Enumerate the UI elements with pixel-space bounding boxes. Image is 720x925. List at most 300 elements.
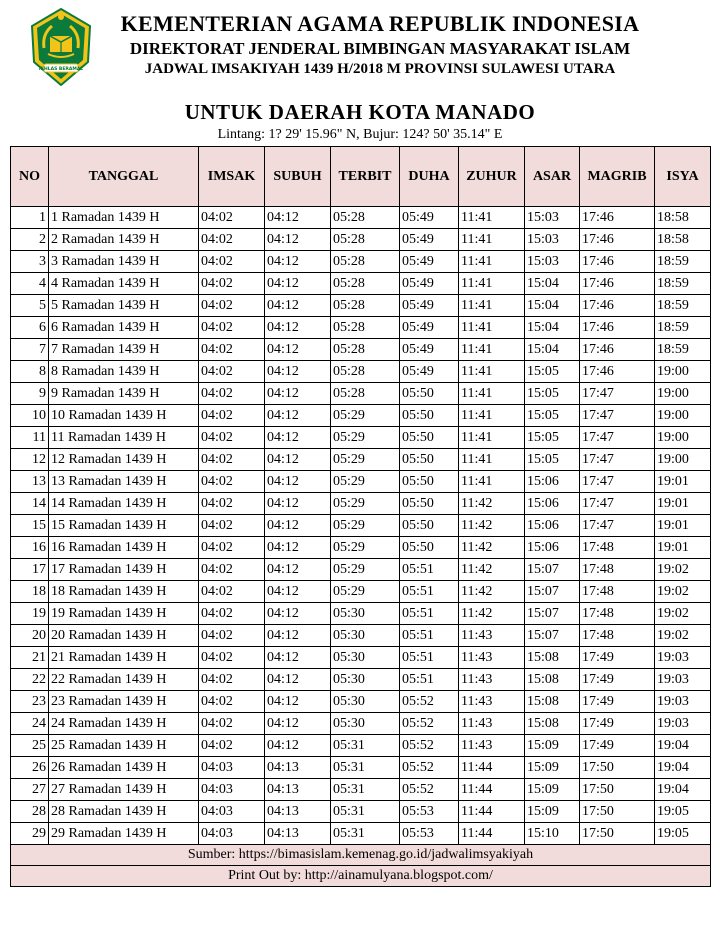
cell-duha: 05:52 xyxy=(400,779,459,801)
cell-asar: 15:03 xyxy=(525,229,580,251)
cell-no: 11 xyxy=(11,427,49,449)
cell-imsak: 04:03 xyxy=(199,757,265,779)
source-row xyxy=(11,845,711,866)
cell-duha: 05:51 xyxy=(400,603,459,625)
cell-isya: 18:59 xyxy=(655,273,711,295)
cell-zuhur: 11:41 xyxy=(459,383,525,405)
cell-subuh: 04:12 xyxy=(265,515,331,537)
cell-asar: 15:05 xyxy=(525,405,580,427)
cell-zuhur: 11:41 xyxy=(459,449,525,471)
cell-duha: 05:49 xyxy=(400,273,459,295)
cell-zuhur: 11:41 xyxy=(459,229,525,251)
cell-no: 23 xyxy=(11,691,49,713)
cell-tanggal: 12 Ramadan 1439 H xyxy=(49,449,199,471)
cell-duha: 05:52 xyxy=(400,691,459,713)
table-row xyxy=(11,339,711,361)
cell-tanggal: 14 Ramadan 1439 H xyxy=(49,493,199,515)
cell-asar: 15:06 xyxy=(525,493,580,515)
table-row xyxy=(11,207,711,229)
cell-isya: 19:01 xyxy=(655,471,711,493)
cell-subuh: 04:12 xyxy=(265,559,331,581)
cell-asar: 15:08 xyxy=(525,691,580,713)
cell-no: 26 xyxy=(11,757,49,779)
cell-magrib: 17:46 xyxy=(580,251,655,273)
cell-terbit: 05:28 xyxy=(331,339,400,361)
cell-isya: 18:59 xyxy=(655,251,711,273)
cell-zuhur: 11:43 xyxy=(459,625,525,647)
cell-duha: 05:49 xyxy=(400,207,459,229)
cell-subuh: 04:13 xyxy=(265,779,331,801)
cell-isya: 19:04 xyxy=(655,735,711,757)
cell-no: 3 xyxy=(11,251,49,273)
table-row xyxy=(11,647,711,669)
table-row xyxy=(11,449,711,471)
table-row xyxy=(11,295,711,317)
cell-duha: 05:50 xyxy=(400,515,459,537)
cell-tanggal: 9 Ramadan 1439 H xyxy=(49,383,199,405)
cell-terbit: 05:29 xyxy=(331,537,400,559)
cell-magrib: 17:49 xyxy=(580,713,655,735)
table-row xyxy=(11,383,711,405)
column-header-magrib: MAGRIB xyxy=(580,147,655,207)
cell-zuhur: 11:42 xyxy=(459,581,525,603)
source-note: Sumber: https://bimasislam.kemenag.go.id/jadwalimsyakiyah xyxy=(11,845,711,866)
cell-imsak: 04:03 xyxy=(199,823,265,845)
cell-asar: 15:08 xyxy=(525,647,580,669)
cell-duha: 05:50 xyxy=(400,493,459,515)
cell-no: 5 xyxy=(11,295,49,317)
cell-isya: 19:00 xyxy=(655,383,711,405)
cell-zuhur: 11:44 xyxy=(459,779,525,801)
cell-subuh: 04:12 xyxy=(265,251,331,273)
printout-note: Print Out by: http://ainamulyana.blogspot.com/ xyxy=(11,866,711,887)
cell-imsak: 04:02 xyxy=(199,647,265,669)
cell-tanggal: 16 Ramadan 1439 H xyxy=(49,537,199,559)
cell-duha: 05:50 xyxy=(400,537,459,559)
cell-isya: 19:03 xyxy=(655,713,711,735)
cell-terbit: 05:29 xyxy=(331,449,400,471)
cell-subuh: 04:13 xyxy=(265,823,331,845)
cell-isya: 18:59 xyxy=(655,317,711,339)
cell-isya: 19:04 xyxy=(655,779,711,801)
cell-terbit: 05:31 xyxy=(331,757,400,779)
cell-tanggal: 8 Ramadan 1439 H xyxy=(49,361,199,383)
region-coordinates: Lintang: 1? 29' 15.96" N, Bujur: 124? 50' 35.14" E xyxy=(217,127,503,142)
cell-no: 18 xyxy=(11,581,49,603)
cell-zuhur: 11:43 xyxy=(459,669,525,691)
imsakiyah-table xyxy=(10,146,711,887)
cell-imsak: 04:02 xyxy=(199,735,265,757)
cell-tanggal: 13 Ramadan 1439 H xyxy=(49,471,199,493)
cell-terbit: 05:29 xyxy=(331,471,400,493)
table-row xyxy=(11,625,711,647)
cell-duha: 05:51 xyxy=(400,647,459,669)
cell-duha: 05:51 xyxy=(400,559,459,581)
cell-no: 20 xyxy=(11,625,49,647)
cell-asar: 15:04 xyxy=(525,295,580,317)
cell-subuh: 04:12 xyxy=(265,691,331,713)
cell-terbit: 05:29 xyxy=(331,493,400,515)
logo-motto: IKHLAS BERAMAL xyxy=(38,67,84,72)
cell-duha: 05:50 xyxy=(400,427,459,449)
cell-asar: 15:09 xyxy=(525,735,580,757)
cell-imsak: 04:02 xyxy=(199,273,265,295)
cell-magrib: 17:50 xyxy=(580,779,655,801)
table-row xyxy=(11,405,711,427)
cell-zuhur: 11:43 xyxy=(459,647,525,669)
cell-subuh: 04:12 xyxy=(265,273,331,295)
cell-isya: 19:00 xyxy=(655,361,711,383)
cell-tanggal: 4 Ramadan 1439 H xyxy=(49,273,199,295)
cell-imsak: 04:02 xyxy=(199,339,265,361)
cell-subuh: 04:12 xyxy=(265,207,331,229)
cell-asar: 15:05 xyxy=(525,361,580,383)
cell-duha: 05:50 xyxy=(400,405,459,427)
cell-asar: 15:06 xyxy=(525,471,580,493)
cell-terbit: 05:30 xyxy=(331,603,400,625)
table-row xyxy=(11,559,711,581)
cell-imsak: 04:02 xyxy=(199,295,265,317)
cell-magrib: 17:49 xyxy=(580,647,655,669)
cell-tanggal: 3 Ramadan 1439 H xyxy=(49,251,199,273)
cell-duha: 05:51 xyxy=(400,669,459,691)
cell-subuh: 04:12 xyxy=(265,603,331,625)
cell-duha: 05:51 xyxy=(400,625,459,647)
cell-zuhur: 11:44 xyxy=(459,801,525,823)
cell-magrib: 17:46 xyxy=(580,273,655,295)
cell-tanggal: 18 Ramadan 1439 H xyxy=(49,581,199,603)
cell-subuh: 04:12 xyxy=(265,537,331,559)
cell-duha: 05:49 xyxy=(400,295,459,317)
cell-terbit: 05:30 xyxy=(331,669,400,691)
table-row xyxy=(11,757,711,779)
cell-asar: 15:05 xyxy=(525,449,580,471)
cell-duha: 05:52 xyxy=(400,735,459,757)
cell-imsak: 04:02 xyxy=(199,603,265,625)
table-row xyxy=(11,603,711,625)
cell-magrib: 17:46 xyxy=(580,361,655,383)
cell-isya: 19:04 xyxy=(655,757,711,779)
table-row xyxy=(11,251,711,273)
cell-imsak: 04:02 xyxy=(199,471,265,493)
cell-imsak: 04:02 xyxy=(199,625,265,647)
cell-isya: 19:02 xyxy=(655,625,711,647)
cell-no: 14 xyxy=(11,493,49,515)
cell-asar: 15:04 xyxy=(525,317,580,339)
cell-duha: 05:49 xyxy=(400,339,459,361)
cell-no: 25 xyxy=(11,735,49,757)
cell-zuhur: 11:43 xyxy=(459,735,525,757)
cell-terbit: 05:28 xyxy=(331,229,400,251)
cell-tanggal: 23 Ramadan 1439 H xyxy=(49,691,199,713)
directorate-title: DIREKTORAT JENDERAL BIMBINGAN MASYARAKAT ISLAM xyxy=(129,39,631,58)
cell-magrib: 17:46 xyxy=(580,317,655,339)
cell-subuh: 04:13 xyxy=(265,757,331,779)
cell-asar: 15:06 xyxy=(525,537,580,559)
cell-tanggal: 19 Ramadan 1439 H xyxy=(49,603,199,625)
cell-zuhur: 11:41 xyxy=(459,207,525,229)
cell-terbit: 05:31 xyxy=(331,735,400,757)
cell-tanggal: 24 Ramadan 1439 H xyxy=(49,713,199,735)
cell-subuh: 04:12 xyxy=(265,295,331,317)
cell-imsak: 04:02 xyxy=(199,427,265,449)
cell-duha: 05:52 xyxy=(400,757,459,779)
cell-magrib: 17:47 xyxy=(580,405,655,427)
cell-zuhur: 11:42 xyxy=(459,493,525,515)
cell-no: 15 xyxy=(11,515,49,537)
cell-asar: 15:03 xyxy=(525,251,580,273)
cell-zuhur: 11:42 xyxy=(459,603,525,625)
cell-zuhur: 11:41 xyxy=(459,361,525,383)
cell-magrib: 17:47 xyxy=(580,383,655,405)
cell-zuhur: 11:43 xyxy=(459,713,525,735)
table-row xyxy=(11,493,711,515)
cell-terbit: 05:31 xyxy=(331,823,400,845)
cell-tanggal: 22 Ramadan 1439 H xyxy=(49,669,199,691)
table-row xyxy=(11,229,711,251)
cell-zuhur: 11:41 xyxy=(459,273,525,295)
cell-imsak: 04:02 xyxy=(199,691,265,713)
document-header xyxy=(0,0,720,90)
cell-terbit: 05:28 xyxy=(331,251,400,273)
cell-terbit: 05:28 xyxy=(331,273,400,295)
cell-imsak: 04:02 xyxy=(199,229,265,251)
cell-magrib: 17:46 xyxy=(580,339,655,361)
cell-tanggal: 11 Ramadan 1439 H xyxy=(49,427,199,449)
table-row xyxy=(11,691,711,713)
cell-isya: 19:01 xyxy=(655,515,711,537)
cell-no: 27 xyxy=(11,779,49,801)
cell-isya: 19:05 xyxy=(655,823,711,845)
cell-isya: 19:00 xyxy=(655,449,711,471)
cell-no: 16 xyxy=(11,537,49,559)
cell-isya: 19:02 xyxy=(655,603,711,625)
cell-terbit: 05:28 xyxy=(331,361,400,383)
table-row xyxy=(11,713,711,735)
column-header-terbit: TERBIT xyxy=(331,147,400,207)
table-row xyxy=(11,471,711,493)
cell-terbit: 05:28 xyxy=(331,207,400,229)
cell-imsak: 04:02 xyxy=(199,515,265,537)
cell-isya: 19:02 xyxy=(655,581,711,603)
cell-duha: 05:50 xyxy=(400,383,459,405)
cell-no: 21 xyxy=(11,647,49,669)
cell-magrib: 17:47 xyxy=(580,427,655,449)
cell-imsak: 04:02 xyxy=(199,537,265,559)
cell-no: 24 xyxy=(11,713,49,735)
cell-tanggal: 20 Ramadan 1439 H xyxy=(49,625,199,647)
cell-isya: 19:05 xyxy=(655,801,711,823)
column-header-zuhur: ZUHUR xyxy=(459,147,525,207)
cell-isya: 19:03 xyxy=(655,647,711,669)
cell-terbit: 05:28 xyxy=(331,295,400,317)
cell-no: 8 xyxy=(11,361,49,383)
table-row xyxy=(11,779,711,801)
table-row xyxy=(11,581,711,603)
cell-isya: 19:01 xyxy=(655,493,711,515)
table-row xyxy=(11,823,711,845)
column-header-duha: DUHA xyxy=(400,147,459,207)
cell-duha: 05:49 xyxy=(400,251,459,273)
cell-zuhur: 11:41 xyxy=(459,405,525,427)
cell-terbit: 05:31 xyxy=(331,801,400,823)
cell-asar: 15:07 xyxy=(525,625,580,647)
cell-no: 22 xyxy=(11,669,49,691)
cell-subuh: 04:12 xyxy=(265,669,331,691)
column-header-no: NO xyxy=(11,147,49,207)
cell-subuh: 04:12 xyxy=(265,735,331,757)
cell-magrib: 17:47 xyxy=(580,449,655,471)
cell-no: 28 xyxy=(11,801,49,823)
cell-asar: 15:05 xyxy=(525,427,580,449)
cell-magrib: 17:48 xyxy=(580,537,655,559)
cell-isya: 19:02 xyxy=(655,559,711,581)
cell-terbit: 05:30 xyxy=(331,691,400,713)
table-row xyxy=(11,361,711,383)
cell-asar: 15:07 xyxy=(525,581,580,603)
cell-no: 2 xyxy=(11,229,49,251)
cell-asar: 15:05 xyxy=(525,383,580,405)
cell-tanggal: 17 Ramadan 1439 H xyxy=(49,559,199,581)
column-header-imsak: IMSAK xyxy=(199,147,265,207)
cell-magrib: 17:50 xyxy=(580,757,655,779)
cell-tanggal: 10 Ramadan 1439 H xyxy=(49,405,199,427)
cell-zuhur: 11:43 xyxy=(459,691,525,713)
cell-imsak: 04:02 xyxy=(199,713,265,735)
cell-no: 13 xyxy=(11,471,49,493)
cell-magrib: 17:47 xyxy=(580,471,655,493)
cell-isya: 18:58 xyxy=(655,207,711,229)
cell-asar: 15:08 xyxy=(525,713,580,735)
cell-imsak: 04:02 xyxy=(199,207,265,229)
cell-magrib: 17:46 xyxy=(580,295,655,317)
cell-imsak: 04:02 xyxy=(199,449,265,471)
cell-imsak: 04:02 xyxy=(199,405,265,427)
cell-imsak: 04:03 xyxy=(199,801,265,823)
cell-subuh: 04:12 xyxy=(265,229,331,251)
column-header-asar: ASAR xyxy=(525,147,580,207)
cell-no: 17 xyxy=(11,559,49,581)
cell-zuhur: 11:44 xyxy=(459,823,525,845)
cell-asar: 15:06 xyxy=(525,515,580,537)
table-row xyxy=(11,515,711,537)
ministry-title: KEMENTERIAN AGAMA REPUBLIK INDONESIA xyxy=(120,11,640,36)
cell-no: 1 xyxy=(11,207,49,229)
cell-zuhur: 11:41 xyxy=(459,471,525,493)
cell-no: 4 xyxy=(11,273,49,295)
table-row xyxy=(11,537,711,559)
table-header-row xyxy=(11,147,711,207)
cell-zuhur: 11:41 xyxy=(459,317,525,339)
cell-subuh: 04:12 xyxy=(265,317,331,339)
cell-subuh: 04:12 xyxy=(265,713,331,735)
cell-subuh: 04:13 xyxy=(265,801,331,823)
schedule-title: JADWAL IMSAKIYAH 1439 H/2018 M PROVINSI SULAWESI UTARA xyxy=(144,61,616,77)
cell-no: 9 xyxy=(11,383,49,405)
cell-subuh: 04:12 xyxy=(265,449,331,471)
cell-isya: 18:59 xyxy=(655,339,711,361)
cell-subuh: 04:12 xyxy=(265,427,331,449)
cell-no: 7 xyxy=(11,339,49,361)
table-row xyxy=(11,427,711,449)
cell-duha: 05:49 xyxy=(400,361,459,383)
cell-asar: 15:04 xyxy=(525,339,580,361)
cell-asar: 15:03 xyxy=(525,207,580,229)
cell-magrib: 17:50 xyxy=(580,801,655,823)
cell-asar: 15:07 xyxy=(525,603,580,625)
cell-imsak: 04:02 xyxy=(199,361,265,383)
cell-isya: 19:00 xyxy=(655,427,711,449)
cell-duha: 05:52 xyxy=(400,713,459,735)
cell-subuh: 04:12 xyxy=(265,647,331,669)
table-body xyxy=(11,207,711,845)
cell-isya: 18:58 xyxy=(655,229,711,251)
cell-imsak: 04:02 xyxy=(199,383,265,405)
column-header-subuh: SUBUH xyxy=(265,147,331,207)
cell-imsak: 04:02 xyxy=(199,581,265,603)
cell-zuhur: 11:42 xyxy=(459,515,525,537)
cell-magrib: 17:47 xyxy=(580,493,655,515)
cell-tanggal: 7 Ramadan 1439 H xyxy=(49,339,199,361)
cell-duha: 05:51 xyxy=(400,581,459,603)
cell-terbit: 05:31 xyxy=(331,779,400,801)
cell-tanggal: 2 Ramadan 1439 H xyxy=(49,229,199,251)
cell-terbit: 05:29 xyxy=(331,427,400,449)
cell-no: 12 xyxy=(11,449,49,471)
cell-no: 6 xyxy=(11,317,49,339)
cell-imsak: 04:02 xyxy=(199,669,265,691)
table-row xyxy=(11,669,711,691)
cell-terbit: 05:28 xyxy=(331,317,400,339)
column-header-isya: ISYA xyxy=(655,147,711,207)
cell-asar: 15:10 xyxy=(525,823,580,845)
cell-zuhur: 11:44 xyxy=(459,757,525,779)
kemenag-logo-icon xyxy=(30,8,92,86)
cell-imsak: 04:02 xyxy=(199,251,265,273)
cell-duha: 05:50 xyxy=(400,471,459,493)
cell-asar: 15:08 xyxy=(525,669,580,691)
cell-duha: 05:53 xyxy=(400,823,459,845)
cell-tanggal: 15 Ramadan 1439 H xyxy=(49,515,199,537)
cell-subuh: 04:12 xyxy=(265,625,331,647)
cell-magrib: 17:46 xyxy=(580,229,655,251)
table-row xyxy=(11,801,711,823)
cell-magrib: 17:49 xyxy=(580,735,655,757)
cell-zuhur: 11:41 xyxy=(459,295,525,317)
cell-terbit: 05:30 xyxy=(331,713,400,735)
cell-tanggal: 28 Ramadan 1439 H xyxy=(49,801,199,823)
cell-asar: 15:04 xyxy=(525,273,580,295)
cell-duha: 05:49 xyxy=(400,317,459,339)
cell-subuh: 04:12 xyxy=(265,471,331,493)
cell-terbit: 05:29 xyxy=(331,405,400,427)
cell-magrib: 17:49 xyxy=(580,691,655,713)
cell-zuhur: 11:41 xyxy=(459,427,525,449)
cell-duha: 05:53 xyxy=(400,801,459,823)
cell-imsak: 04:03 xyxy=(199,779,265,801)
cell-terbit: 05:29 xyxy=(331,581,400,603)
column-header-tanggal: TANGGAL xyxy=(49,147,199,207)
cell-asar: 15:09 xyxy=(525,801,580,823)
cell-imsak: 04:02 xyxy=(199,493,265,515)
cell-no: 29 xyxy=(11,823,49,845)
cell-subuh: 04:12 xyxy=(265,339,331,361)
cell-tanggal: 21 Ramadan 1439 H xyxy=(49,647,199,669)
cell-zuhur: 11:41 xyxy=(459,339,525,361)
cell-tanggal: 6 Ramadan 1439 H xyxy=(49,317,199,339)
cell-tanggal: 27 Ramadan 1439 H xyxy=(49,779,199,801)
cell-terbit: 05:30 xyxy=(331,647,400,669)
